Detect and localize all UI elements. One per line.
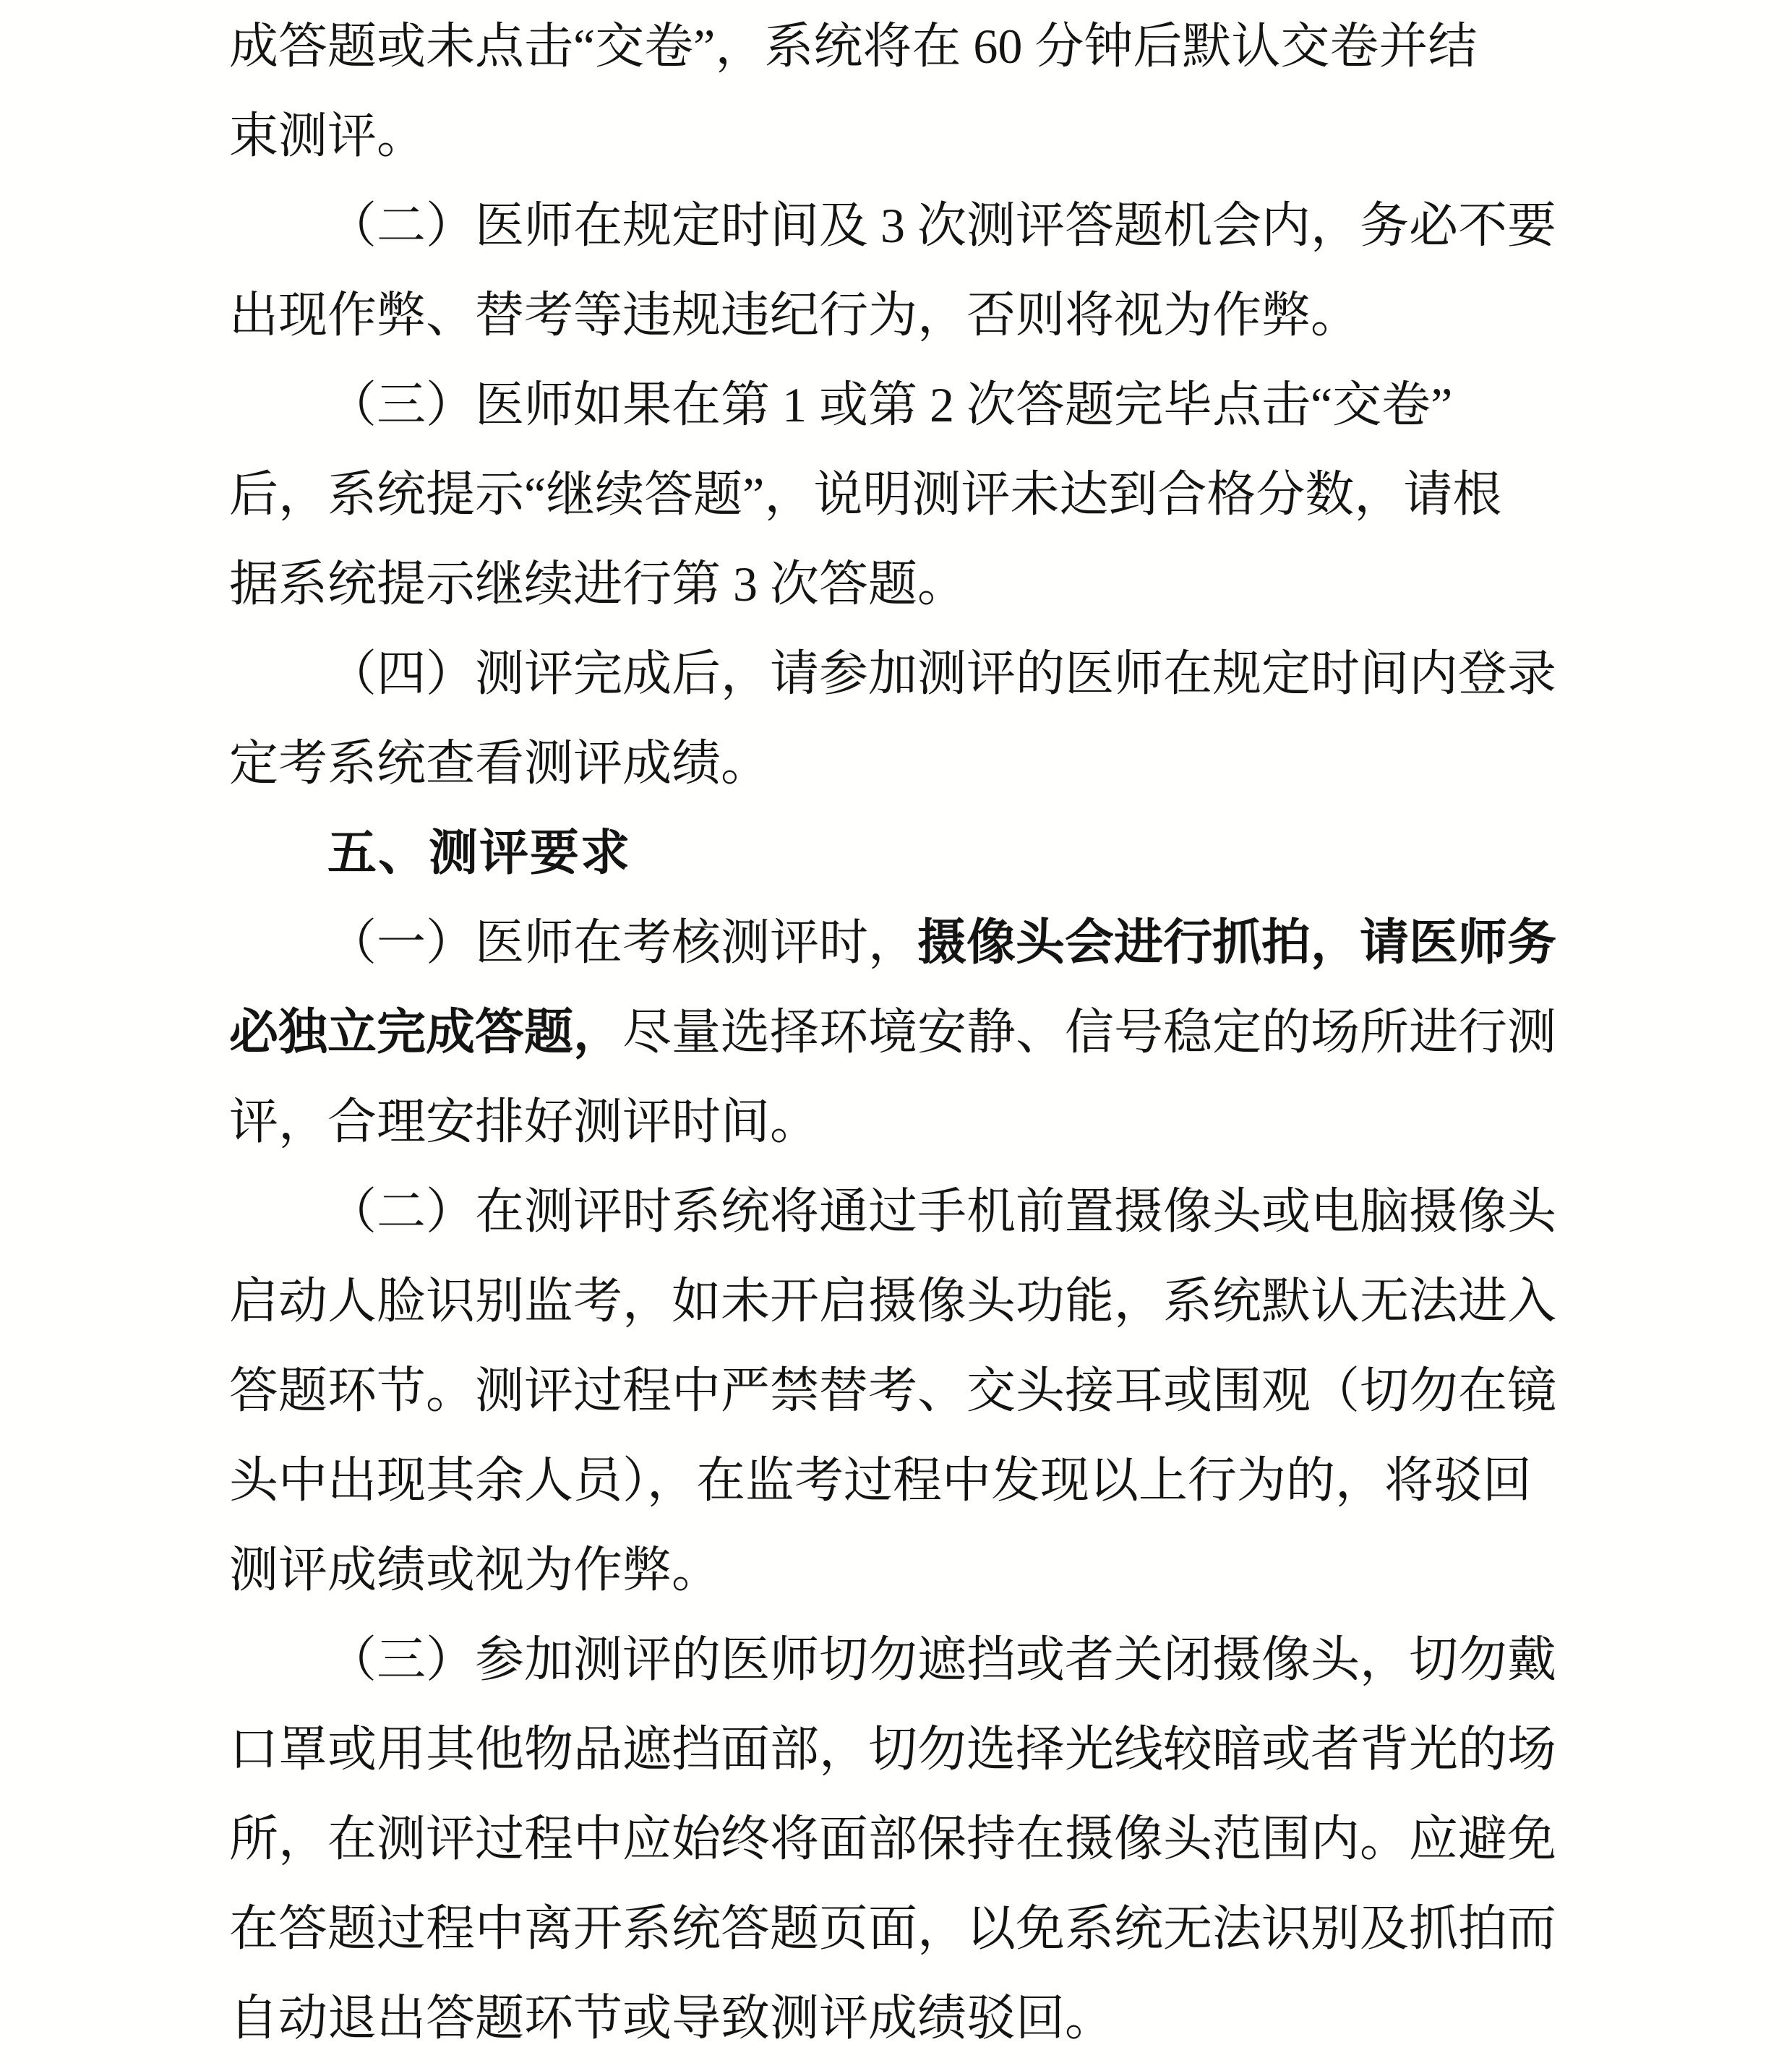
text-segment: 成答题或未点击“交卷”，系统将在 60 分钟后默认交卷并结 bbox=[229, 19, 1478, 74]
text-line bbox=[229, 719, 1563, 808]
text-segment: （三）医师如果在第 1 或第 2 次答题完毕点击“交卷” bbox=[327, 377, 1453, 432]
text-segment: 据系统提示继续进行第 3 次答题。 bbox=[229, 557, 967, 612]
text-segment: 五、测评要求 bbox=[327, 825, 632, 880]
text-line bbox=[229, 1, 1563, 91]
text-segment: （四）测评完成后，请参加测评的医师在规定时间内登录 bbox=[327, 646, 1557, 701]
text-segment: 在答题过程中离开系统答题页面，以免系统无法识别及抓拍而 bbox=[229, 1901, 1557, 1956]
text-segment: 测评成绩或视为作弊。 bbox=[229, 1543, 721, 1597]
text-segment: （一）医师在考核测评时， bbox=[327, 915, 918, 970]
text-line bbox=[229, 270, 1563, 360]
text-line bbox=[229, 1525, 1563, 1615]
text-line bbox=[229, 1704, 1563, 1794]
text-segment: 定考系统查看测评成绩。 bbox=[229, 736, 771, 791]
text-segment: 头中出现其余人员），在监考过程中发现以上行为的，将驳回 bbox=[229, 1453, 1532, 1508]
text-line bbox=[229, 1615, 1563, 1704]
text-line bbox=[229, 1077, 1563, 1167]
text-segment: （三）参加测评的医师切勿遮挡或者关闭摄像头，切勿戴 bbox=[327, 1632, 1557, 1687]
text-line bbox=[229, 1167, 1563, 1256]
text-line bbox=[229, 1436, 1563, 1525]
text-segment: 束测评。 bbox=[229, 108, 426, 163]
text-line bbox=[229, 1346, 1563, 1436]
text-line bbox=[229, 450, 1563, 539]
text-line bbox=[229, 987, 1563, 1077]
text-segment: 启动人脸识别监考，如未开启摄像头功能，系统默认无法进入 bbox=[229, 1274, 1557, 1329]
text-line bbox=[229, 1973, 1563, 2063]
text-segment: 口罩或用其他物品遮挡面部，切勿选择光线较暗或者背光的场 bbox=[229, 1722, 1557, 1777]
text-segment: （二）医师在规定时间及 3 次测评答题机会内，务必不要 bbox=[327, 198, 1557, 253]
text-segment: 摄像头会进行抓拍，请医师务 bbox=[917, 915, 1557, 970]
text-line bbox=[229, 1794, 1563, 1884]
text-segment: 自动退出答题环节或导致测评成绩驳回。 bbox=[229, 1991, 1115, 2046]
text-line bbox=[229, 629, 1563, 719]
text-segment: 尽量选择环境安静、信号稳定的场所进行测 bbox=[622, 1005, 1557, 1060]
text-line bbox=[229, 898, 1563, 987]
text-line bbox=[229, 1256, 1563, 1346]
text-segment: （二）在测评时系统将通过手机前置摄像头或电脑摄像头 bbox=[327, 1184, 1557, 1239]
text-line bbox=[229, 181, 1563, 270]
text-segment: 所，在测评过程中应始终将面部保持在摄像头范围内。应避免 bbox=[229, 1811, 1557, 1866]
text-segment: 必独立完成答题， bbox=[229, 1005, 623, 1060]
text-line bbox=[229, 91, 1563, 181]
text-segment: 答题环节。测评过程中严禁替考、交头接耳或围观（切勿在镜 bbox=[229, 1363, 1557, 1418]
text-segment: 出现作弊、替考等违规违纪行为，否则将视为作弊。 bbox=[229, 288, 1360, 343]
text-segment: 后，系统提示“继续答题”，说明测评未达到合格分数，请根 bbox=[229, 467, 1502, 522]
text-line bbox=[229, 539, 1563, 629]
section-heading bbox=[229, 808, 1563, 898]
text-segment: 评，合理安排好测评时间。 bbox=[229, 1094, 820, 1149]
text-line bbox=[229, 1884, 1563, 1973]
text-line bbox=[229, 360, 1563, 450]
